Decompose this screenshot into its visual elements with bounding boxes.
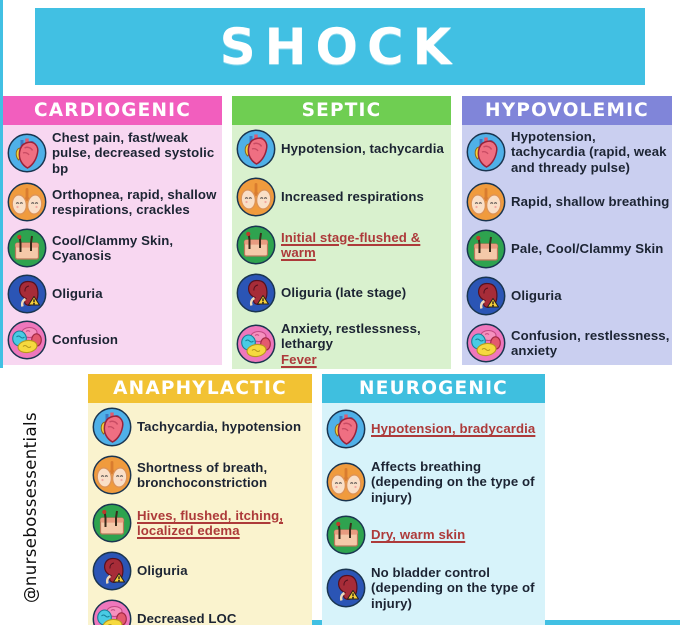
symptom-item <box>7 228 220 268</box>
symptom-item <box>7 274 220 314</box>
heart-icon <box>326 409 366 449</box>
panel-septic <box>232 96 451 365</box>
skin-icon <box>7 228 47 268</box>
symptom-item <box>92 599 310 625</box>
symptom-label: Rapid, shallow breathing <box>511 194 670 210</box>
heart-icon <box>466 132 506 172</box>
symptom-item <box>466 323 670 363</box>
kidney-icon <box>92 551 132 591</box>
panel-body <box>232 125 451 369</box>
symptom-item <box>326 409 543 449</box>
symptom-text <box>276 321 449 367</box>
panel-cardiogenic-header <box>3 96 222 125</box>
symptom-item <box>236 225 449 265</box>
symptom-label: Affects breathing (depending on the type of injury) <box>371 459 535 505</box>
symptom-item <box>326 459 543 505</box>
lungs-icon <box>92 455 132 495</box>
symptom-label: Hypotension, tachycardia (rapid, weak and thready pulse) <box>511 129 667 175</box>
symptom-label: Chest pain, fast/weak pulse, decreased systolic bp <box>52 130 215 176</box>
lungs-icon <box>236 177 276 217</box>
symptom-item <box>7 182 220 222</box>
symptom-alert-label: Hypotension, bradycardia <box>371 421 536 437</box>
brain-icon <box>92 599 132 625</box>
symptom-label: Cool/Clammy Skin, Cyanosis <box>52 232 174 263</box>
symptom-alert-label: Hives, flushed, itching, localized edema <box>137 507 284 538</box>
symptom-label: Oliguria <box>137 563 188 579</box>
title-banner <box>35 8 645 85</box>
symptom-label: Hypotension, tachycardia <box>281 141 444 157</box>
symptom-item <box>326 565 543 611</box>
symptom-item <box>466 276 670 316</box>
panel-neurogenic-header <box>322 374 545 403</box>
symptom-label: Orthopnea, rapid, shallow respirations, crackles <box>52 186 217 217</box>
skin-icon <box>326 515 366 555</box>
panel-anaphylactic-header <box>88 374 312 403</box>
panel-anaphylactic <box>88 374 312 625</box>
panel-title: ANAPHYLACTIC <box>113 378 287 399</box>
symptom-item <box>7 130 220 176</box>
symptom-item <box>7 320 220 360</box>
symptom-label: Decreased LOC <box>137 611 237 625</box>
symptom-item <box>236 129 449 169</box>
symptom-text <box>132 460 310 491</box>
symptom-label: Confusion <box>52 332 119 348</box>
symptom-text <box>366 565 543 611</box>
symptom-item <box>466 182 670 222</box>
symptom-text <box>506 194 670 209</box>
kidney-icon <box>236 273 276 313</box>
symptom-label: Increased respirations <box>281 189 424 205</box>
symptom-text <box>47 187 220 218</box>
skin-icon <box>466 229 506 269</box>
panel-body <box>88 403 312 625</box>
panel-body <box>462 125 672 365</box>
heart-icon <box>236 129 276 169</box>
symptom-text <box>47 130 220 176</box>
symptom-label: Shortness of breath, bronchoconstriction <box>137 459 268 490</box>
symptom-item <box>236 177 449 217</box>
symptom-text <box>132 563 310 578</box>
watermark-handle: @nursebossessentials <box>21 411 40 603</box>
panel-body <box>3 125 222 365</box>
symptom-text <box>506 129 670 175</box>
symptom-text <box>276 189 449 204</box>
symptom-text <box>132 419 310 434</box>
panel-hypovolemic-header <box>462 96 672 125</box>
symptom-item <box>92 551 310 591</box>
symptom-item <box>92 407 310 447</box>
symptom-label: No bladder control (depending on the type of injury) <box>371 564 535 611</box>
panel-body <box>322 403 545 625</box>
heart-icon <box>7 133 47 173</box>
kidney-icon <box>466 276 506 316</box>
symptom-item <box>326 515 543 555</box>
symptom-text <box>506 288 670 303</box>
symptom-item <box>466 129 670 175</box>
symptom-text <box>276 141 449 156</box>
symptom-label: Tachycardia, hypotension <box>137 419 302 435</box>
heart-icon <box>92 407 132 447</box>
symptom-label: Pale, Cool/Clammy Skin <box>511 241 664 257</box>
panel-title: SEPTIC <box>301 100 382 121</box>
symptom-alert-label: Initial stage-flushed & warm <box>281 229 421 260</box>
brain-icon <box>7 320 47 360</box>
symptom-label: Oliguria (late stage) <box>281 285 407 301</box>
skin-icon <box>236 225 276 265</box>
skin-icon <box>92 503 132 543</box>
lungs-icon <box>7 182 47 222</box>
kidney-icon <box>326 568 366 608</box>
panel-hypovolemic <box>462 96 672 365</box>
brain-icon <box>466 323 506 363</box>
symptom-text <box>47 286 220 301</box>
lungs-icon <box>466 182 506 222</box>
symptom-text <box>47 332 220 347</box>
symptom-text <box>506 241 670 256</box>
panel-septic-header <box>232 96 451 125</box>
kidney-icon <box>7 274 47 314</box>
symptom-text <box>276 230 449 261</box>
symptom-text <box>132 611 310 625</box>
symptom-label: Confusion, restlessness, anxiety <box>511 327 670 358</box>
symptom-item <box>236 321 449 367</box>
panel-title: NEUROGENIC <box>359 378 508 399</box>
symptom-item <box>92 455 310 495</box>
symptom-text <box>47 233 220 264</box>
panel-title: CARDIOGENIC <box>33 100 192 121</box>
symptom-label: Oliguria <box>52 286 103 302</box>
symptom-alert-label: Fever <box>281 351 317 367</box>
symptom-label: Oliguria <box>511 288 562 304</box>
page-title: SHOCK <box>219 17 461 76</box>
symptom-text <box>366 527 543 542</box>
symptom-text <box>366 459 543 505</box>
symptom-text <box>366 421 543 436</box>
symptom-item <box>92 503 310 543</box>
panel-cardiogenic <box>3 96 222 365</box>
symptom-text <box>276 285 449 300</box>
symptom-alert-label: Dry, warm skin <box>371 527 466 543</box>
panel-title: HYPOVOLEMIC <box>485 100 649 121</box>
symptom-text <box>132 508 310 539</box>
symptom-text <box>506 328 670 359</box>
symptom-label: Anxiety, restlessness, lethargy <box>281 321 421 352</box>
lungs-icon <box>326 462 366 502</box>
symptom-item <box>466 229 670 269</box>
symptom-item <box>236 273 449 313</box>
panel-neurogenic <box>322 374 545 625</box>
brain-icon <box>236 324 276 364</box>
